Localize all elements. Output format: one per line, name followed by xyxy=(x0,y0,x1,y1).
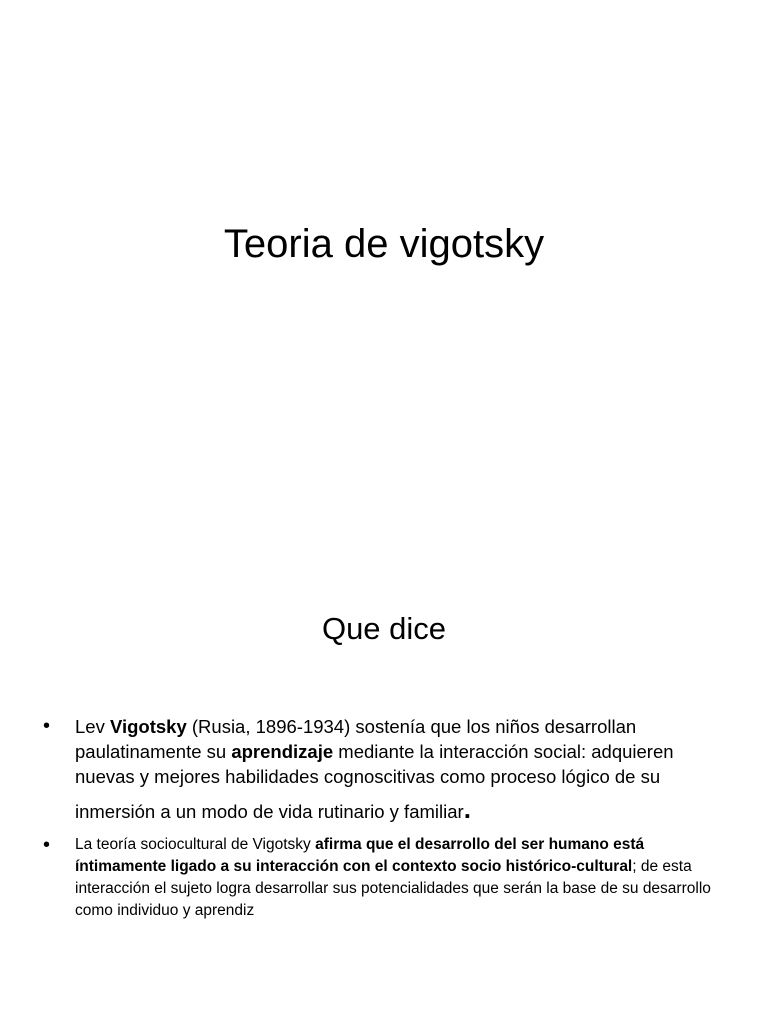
emphasis-term: aprendizaje xyxy=(231,741,334,762)
bullet-item xyxy=(40,714,730,824)
bullet-marker: • xyxy=(43,834,51,856)
emphasis-name: Vigotsky xyxy=(109,716,187,737)
slide-title: Teoria de vigotsky xyxy=(223,222,545,266)
section-heading: Que dice xyxy=(321,611,447,646)
bullet-item xyxy=(40,834,730,922)
bullet-list xyxy=(40,714,730,922)
emphasis-phrase: afirma que el desarrollo del ser humano está íntimamente ligado a su interacción con el contexto socio histórico-cultural xyxy=(75,836,645,875)
bullet-text: La teoría sociocultural de Vigotsky afirma que el desarrollo del ser humano está íntimamente ligado a su interacción con el contexto socio histórico-cultural; de esta interacción el sujeto logra desarrollar sus potencialidades que serán la base de su desarrollo como individuo y aprendiz xyxy=(75,836,711,919)
bullet-text: Lev Vigotsky (Rusia, 1896-1934) sostenía que los niños desarrollan paulatinamente su aprendizaje mediante la interacción social: adquieren nuevas y mejores habilidades cognoscitivas como proceso lógico de su inmersión a un modo de vida rutinario y familiar. xyxy=(75,716,674,824)
bullet-marker: • xyxy=(43,715,51,737)
